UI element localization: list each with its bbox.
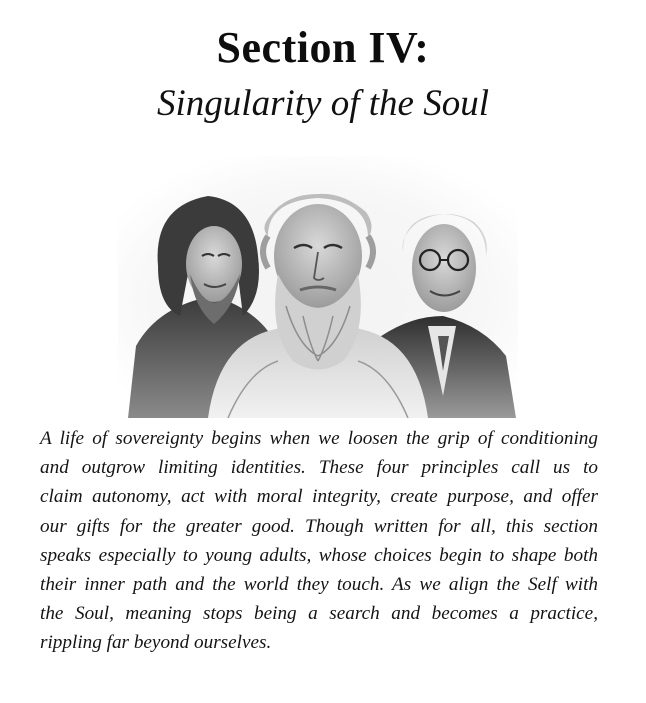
paragraph-line: our gifts for the greater good. Though written for all, this section (40, 515, 598, 537)
section-title: Section IV: (216, 23, 430, 72)
paragraph-line: and outgrow limiting identities. These four principles call us to (40, 457, 598, 479)
paragraph-line: claim autonomy, act with moral integrity, create purpose, and offer (40, 486, 598, 508)
section-intro-paragraph (40, 424, 598, 658)
paragraph-line: the Soul, meaning stops being a search and becomes a practice, (40, 603, 598, 625)
section-subtitle: Singularity of the Soul (157, 83, 489, 124)
paragraph-line: rippling far beyond ourselves. (40, 632, 272, 654)
paragraph-line: their inner path and the world they touch. As we align the Self with (40, 573, 598, 595)
portrait-illustration (118, 156, 518, 418)
paragraph-line: speaks especially to young adults, whose choices begin to shape both (40, 544, 598, 566)
paragraph-line: A life of sovereignty begins when we loosen the grip of conditioning (40, 428, 598, 449)
